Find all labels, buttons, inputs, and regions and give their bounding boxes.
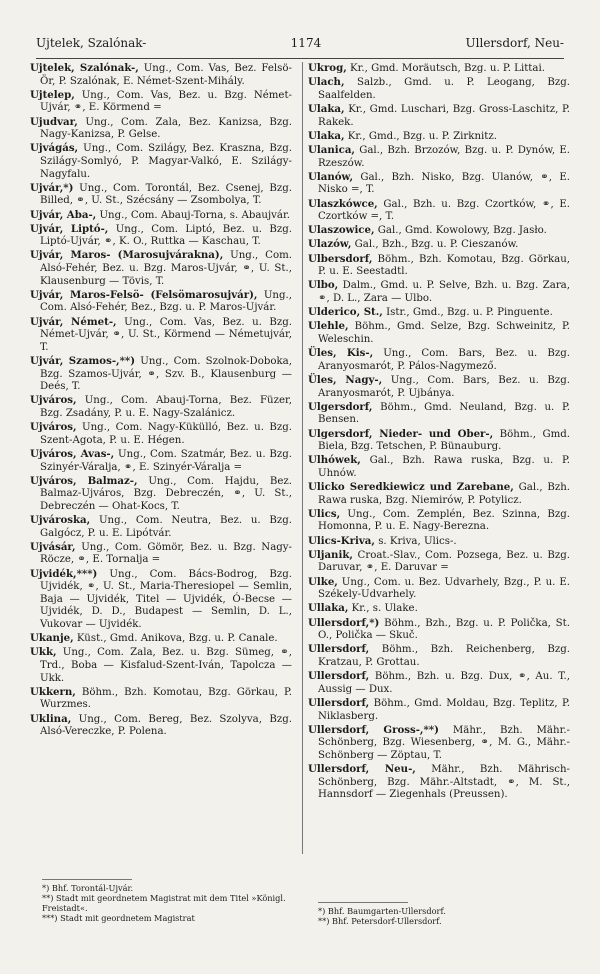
entry-text: Böhm., Bzh. Komotau, Bzg. Görkau, P. Wurzmes. <box>40 686 292 711</box>
entry-text: Dalm., Gmd. u. P. Selve, Bzh. u. Bzg. Zara, ⚭, D. L., Zara — Ulbo. <box>318 280 570 305</box>
entry-headword: Ullersdorf, <box>308 696 370 709</box>
directory-entry <box>308 454 570 480</box>
directory-entry <box>30 568 292 632</box>
entry-text: Ung., Com. Bars, Bez. u. Bzg. Aranyosmarót, P. Pálos-Nagymező. <box>318 348 570 372</box>
directory-entry <box>308 508 570 534</box>
entry-text: Kr., Gmd. Moräutsch, Bzg. u. P. Littai. <box>346 63 545 74</box>
directory-entry <box>308 130 570 144</box>
directory-entry <box>308 401 570 427</box>
directory-entry <box>308 347 570 373</box>
entry-text: Ung., Com. Bács-Bodrog, Bzg. Ujvidék, ⚭, U. St., Maria-Theresiopel — Semlin, Baja — Ujvidék, Titel — Ujvidék, Ó-Becse — Ujvidék, D. D., Budapest — Semlin, D. L., Vukovar — Ujvidék. <box>40 568 292 631</box>
entry-text: Ung., Com. Liptó, Bez. u. Bzg. Liptó-Ujvár, ⚭, K. O., Ruttka — Kaschau, T. <box>40 223 292 248</box>
entry-text: Böhm., Bzh. Reichenberg, Bzg. Kratzau, P. Grottau. <box>318 644 570 668</box>
entry-headword: Ulgersdorf, Nieder- und Ober-, <box>308 427 494 440</box>
directory-entry <box>308 253 570 279</box>
entry-headword: Ulaka, <box>308 102 345 115</box>
entry-text: Ung., Com. Zemplén, Bez. Szinna, Bzg. Homonna, P. u. E. Nagy-Berezna. <box>318 508 570 533</box>
column-divider <box>302 62 303 854</box>
entry-headword: Ujvár, Német-, <box>30 315 117 328</box>
footnote: **) Stadt mit geordnetem Magistrat mit dem Titel »Königl. Freistadt«. <box>42 893 286 913</box>
footnote-rule <box>318 902 408 903</box>
entry-headword: Ujtelek, Szalónak-, <box>30 62 139 74</box>
entry-headword: Ulgersdorf, <box>308 400 373 413</box>
entry-headword: Ukk, <box>30 646 57 659</box>
entry-headword: Ullersdorf, Neu-, <box>308 763 416 776</box>
entry-headword: Ulbo, <box>308 279 339 292</box>
entry-headword: Ujvár, Szamos-,**) <box>30 355 136 367</box>
footnote: **) Bhf. Petersdorf-Ullersdorf. <box>318 916 442 926</box>
entry-text: Kr., Gmd. Luschari, Bzg. Gross-Laschitz, P. Rakek. <box>318 103 570 128</box>
entry-headword: Ulics, <box>308 507 341 520</box>
entry-text: Ung., Com. Vas, Bez. Felsö-Ör, P. Szalónak, E. Német-Szent-Mihály. <box>40 63 292 87</box>
directory-entry <box>30 316 292 355</box>
entry-text: Gal., Gmd. Kowolowy, Bzg. Jasło. <box>374 225 547 237</box>
directory-entry <box>30 632 292 646</box>
footnotes-left <box>42 879 292 923</box>
entry-headword: Ukrog, <box>308 62 347 74</box>
directory-entry <box>308 224 570 238</box>
entry-text: Ung., Com. Szolnok-Doboka, Bzg. Szamos-Ujvár, ⚭, Szv. B., Klausenburg — Deés, T. <box>40 356 292 393</box>
entry-headword: Ullersdorf, Gross-,**) <box>308 723 439 736</box>
directory-entry <box>30 421 292 447</box>
page-number: 1174 <box>290 36 322 50</box>
directory-entry <box>308 670 570 696</box>
directory-entry <box>30 182 292 208</box>
entry-headword: Ujvásár, <box>30 540 76 553</box>
entry-text: Ung., Com. Alsó-Fehér, Bez. u. Bzg. Maros-Ujvár, ⚭, U. St., Klausenburg — Tövis, T. <box>40 250 292 287</box>
entry-headword: Ujváros, <box>30 421 77 434</box>
entry-headword: Ukanje, <box>30 632 74 645</box>
directory-entry <box>308 198 570 224</box>
entry-text: Ung., Com. Szatmár, Bez. u. Bzg. Szinyér-Váralja, ⚭, E. Szinyér-Váralja = <box>40 448 293 473</box>
entry-headword: Ulhówek, <box>308 454 361 467</box>
entry-text: Gal., Bzh. Rawa ruska, Bzg. Niemirów, P. Potylicz. <box>318 482 571 506</box>
directory-entry <box>308 697 570 723</box>
footnotes-right <box>318 902 568 926</box>
entry-text: Ung., Com. Zala, Bez. u. Bzg. Sümeg, ⚭, Trd., Boba — Kisfalud-Szent-Iván, Tapolcza — Ukk. <box>40 647 292 684</box>
entry-headword: Ujvár,*) <box>30 181 74 194</box>
entry-headword: Ujvár, Aba-, <box>30 208 97 221</box>
directory-entry <box>308 763 570 802</box>
directory-entry <box>308 62 570 76</box>
entry-headword: Ulaszowice, <box>308 224 375 237</box>
entry-text: Mähr., Bzh. Mähr.-Schönberg, Bzg. Wiesenberg, ⚭, M. G., Mähr.-Schönberg — Zöptau, T. <box>318 724 570 761</box>
entry-text: Böhm., Gmd. Selze, Bzg. Schweinitz, P. Weleschin. <box>318 321 570 345</box>
directory-entry <box>308 103 570 129</box>
entry-headword: Ullersdorf,*) <box>308 616 380 629</box>
entry-headword: Ulbersdorf, <box>308 252 373 265</box>
directory-entry <box>308 602 570 616</box>
entry-text: Ung., Com. Bars, Bez. u. Bzg. Aranyosmarót, P. Ujbánya. <box>318 374 570 399</box>
entry-headword: Ujvágás, <box>30 142 79 155</box>
left-column <box>30 62 292 739</box>
directory-entry <box>308 724 570 763</box>
entry-text: Böhm., Gmd. Biela, Bzg. Tetschen, P. Bünauburg. <box>318 428 571 453</box>
entry-text: Ung., Com. Nagy-Kükülló, Bez. u. Bzg. Szent-Agota, P. u. E. Hégen. <box>40 422 292 446</box>
entry-text: Gal., Bzh. Nisko, Bzg. Ulanów, ⚭, E. Nisko =, T. <box>318 171 570 196</box>
entry-text: Ung., Com. Bereg, Bez. Szolyva, Bzg. Alsó-Vereczke, P. Polena. <box>40 713 292 738</box>
entry-text: Ung., Com. Gömör, Bez. u. Bzg. Nagy-Röcze, ⚭, E. Tornalja = <box>40 541 292 566</box>
header-left-keyword: Ujtelek, Szalónak- <box>36 36 147 50</box>
entry-text: Küst., Gmd. Anikova, Bzg. u. P. Canale. <box>73 633 278 645</box>
entry-text: Ung., Com. Neutra, Bez. u. Bzg. Galgócz, P. u. E. Lipótvár. <box>40 515 292 539</box>
directory-entry <box>308 238 570 252</box>
entry-headword: Uklina, <box>30 712 72 725</box>
entry-headword: Ulics-Kriva, <box>308 534 375 547</box>
entry-headword: Ullersdorf, <box>308 670 370 683</box>
entry-text: Ung., Com. Hajdu, Bez. Balmaz-Ujváros, Bzg. Debreczén, ⚭, U. St., Debreczén — Ohat-Kocs, T. <box>40 475 293 512</box>
directory-entry <box>30 89 292 115</box>
directory-entry <box>30 514 292 540</box>
directory-entry <box>30 394 292 420</box>
entry-headword: Ulicko Seredkiewicz und Zarebane, <box>308 481 514 494</box>
entry-text: Mähr., Bzh. Mährisch-Schönberg, Bzg. Mähr.-Altstadt, ⚭, M. St., Hannsdorf — Ziegenhals (Preussen). <box>318 764 570 801</box>
directory-entry <box>30 686 292 712</box>
entry-headword: Üles, Kis-, <box>308 347 374 360</box>
directory-entry <box>30 448 292 474</box>
directory-entry <box>308 306 570 320</box>
directory-entry <box>308 535 570 549</box>
entry-headword: Ulke, <box>308 575 338 588</box>
entry-text: Böhm., Bzh., Bzg. u. P. Polička, St. O., Polička — Skuč. <box>318 617 570 642</box>
entry-headword: Üles, Nagy-, <box>308 373 383 386</box>
entry-headword: Ujvár, Liptó-, <box>30 222 109 235</box>
directory-entry <box>30 646 292 685</box>
entry-headword: Ulach, <box>308 76 345 89</box>
entry-headword: Ujváros, Avas-, <box>30 447 115 460</box>
entry-text: Ung., Com. Vas, Bez. u. Bzg. Német-Ujvár, ⚭, E. Körmend = <box>40 89 292 114</box>
entry-headword: Ujváros, <box>30 394 77 407</box>
directory-entry <box>308 279 570 305</box>
directory-entry <box>308 428 570 454</box>
entry-text: Ung., Com. Torontál, Bez. Csenej, Bzg. Billed, ⚭, U. St., Szécsány — Zsombolya, T. <box>40 182 292 207</box>
footnote: *) Bhf. Baumgarten-Ullersdorf. <box>318 906 446 916</box>
directory-entry <box>30 475 292 514</box>
header-right-keyword: Ullersdorf, Neu- <box>465 36 564 50</box>
entry-text: Ung., Com. Abauj-Torna, s. Abaujvár. <box>96 209 290 221</box>
directory-entry <box>30 116 292 142</box>
directory-entry <box>308 643 570 669</box>
entry-text: Ung., Com. Szilágy, Bez. Kraszna, Bzg. Szilágy-Somlyó, P. Magyar-Valkó, E. Szilágy-Nagyfalu. <box>40 143 292 180</box>
entry-text: Salzb., Gmd. u. P. Leogang, Bzg. Saalfelden. <box>318 77 570 101</box>
directory-entry <box>308 576 570 602</box>
entry-headword: Ujudvar, <box>30 115 78 128</box>
directory-entry <box>308 320 570 346</box>
directory-entry <box>308 481 570 507</box>
directory-entry <box>30 223 292 249</box>
page-header <box>36 36 564 56</box>
directory-entry <box>30 541 292 567</box>
directory-entry <box>308 617 570 643</box>
entry-headword: Ukkern, <box>30 685 76 698</box>
directory-entry <box>30 249 292 288</box>
entry-headword: Ulanica, <box>308 143 355 156</box>
entry-headword: Uljanik, <box>308 548 353 561</box>
entry-headword: Ulaszkówce, <box>308 197 378 210</box>
entry-text: Gal., Bzh. u. Bzg. Czortków, ⚭, E. Czortków =, T. <box>318 198 570 223</box>
entry-headword: Ulanów, <box>308 170 354 183</box>
entry-headword: Ulazów, <box>308 238 352 251</box>
header-rule <box>36 58 564 59</box>
entry-text: s. Kriva, Ulics-. <box>374 535 457 547</box>
entry-text: Böhm., Bzh. u. Bzg. Dux, ⚭, Au. T., Aussig — Dux. <box>318 671 570 695</box>
directory-entry <box>30 289 292 315</box>
directory-entry <box>30 209 292 223</box>
entry-headword: Ullaka, <box>308 602 349 615</box>
entry-text: Böhm., Gmd. Neuland, Bzg. u. P. Bensen. <box>318 401 570 426</box>
directory-entry <box>308 76 570 102</box>
directory-entry <box>308 549 570 575</box>
entry-text: Ung., Com. Alsó-Fehér, Bez., Bzg. u. P. Maros-Ujvár. <box>40 289 292 314</box>
entry-headword: Ulehle, <box>308 320 349 333</box>
entry-text: Istr., Gmd., Bzg. u. P. Pinguente. <box>382 307 553 319</box>
entry-text: Böhm., Gmd. Moldau, Bzg. Teplitz, P. Niklasberg. <box>318 697 570 722</box>
entry-text: Gal., Bzh. Brzozów, Bzg. u. P. Dynów, E. Rzeszów. <box>318 144 570 169</box>
entry-text: Böhm., Bzh. Komotau, Bzg. Görkau, P. u. E. Seestadtl. <box>318 253 570 278</box>
directory-entry <box>308 144 570 170</box>
entry-headword: Ujváros, Balmaz-, <box>30 474 138 487</box>
entry-text: Kr., s. Ulake. <box>348 603 418 615</box>
directory-entry <box>30 355 292 394</box>
directory-entry <box>30 142 292 181</box>
right-column <box>308 62 570 802</box>
entry-text: Ung., Com. Vas, Bez. u. Bzg. Német-Ujvár, ⚭, U. St., Körmend — Németujvár, T. <box>40 316 292 353</box>
directory-entry <box>30 62 292 88</box>
entry-text: Kr., Gmd., Bzg. u. P. Zirknitz. <box>344 130 497 142</box>
entry-headword: Ujtelep, <box>30 88 75 101</box>
entry-headword: Ulaka, <box>308 129 345 142</box>
entry-headword: Ujvidék,***) <box>30 567 98 580</box>
footnote: ***) Stadt mit geordnetem Magistrat <box>42 913 195 923</box>
entry-text: Ung., Com. Abauj-Torna, Bez. Füzer, Bzg. Zsadány, P. u. E. Nagy-Szalánicz. <box>40 395 292 419</box>
entry-text: Croat.-Slav., Com. Pozsega, Bez. u. Bzg. Daruvar, ⚭, E. Daruvar = <box>318 549 570 574</box>
entry-text: Gal., Bzh. Rawa ruska, Bzg. u. P. Uhnów. <box>318 455 570 479</box>
entry-headword: Ullersdorf, <box>308 643 370 656</box>
directory-entry <box>308 171 570 197</box>
entry-text: Gal., Bzh., Bzg. u. P. Cieszanów. <box>351 239 519 251</box>
entry-headword: Ujvár, Maros-Felsö- (Felsömarosujvár), <box>30 288 258 301</box>
footnote-rule <box>42 879 132 880</box>
directory-entry <box>30 713 292 739</box>
footnote: *) Bhf. Torontál-Ujvár. <box>42 883 134 893</box>
entry-text: Ung., Com. Zala, Bez. Kanizsa, Bzg. Nagy-Kanizsa, P. Gelse. <box>40 116 292 141</box>
entry-headword: Ujvároska, <box>30 514 91 527</box>
entry-headword: Ulderico, St., <box>308 306 383 319</box>
entry-text: Ung., Com. u. Bez. Udvarhely, Bzg., P. u. E. Székely-Udvarhely. <box>318 576 570 601</box>
entry-headword: Ujvár, Maros- (Marosujvárakna), <box>30 249 224 262</box>
directory-entry <box>308 374 570 400</box>
